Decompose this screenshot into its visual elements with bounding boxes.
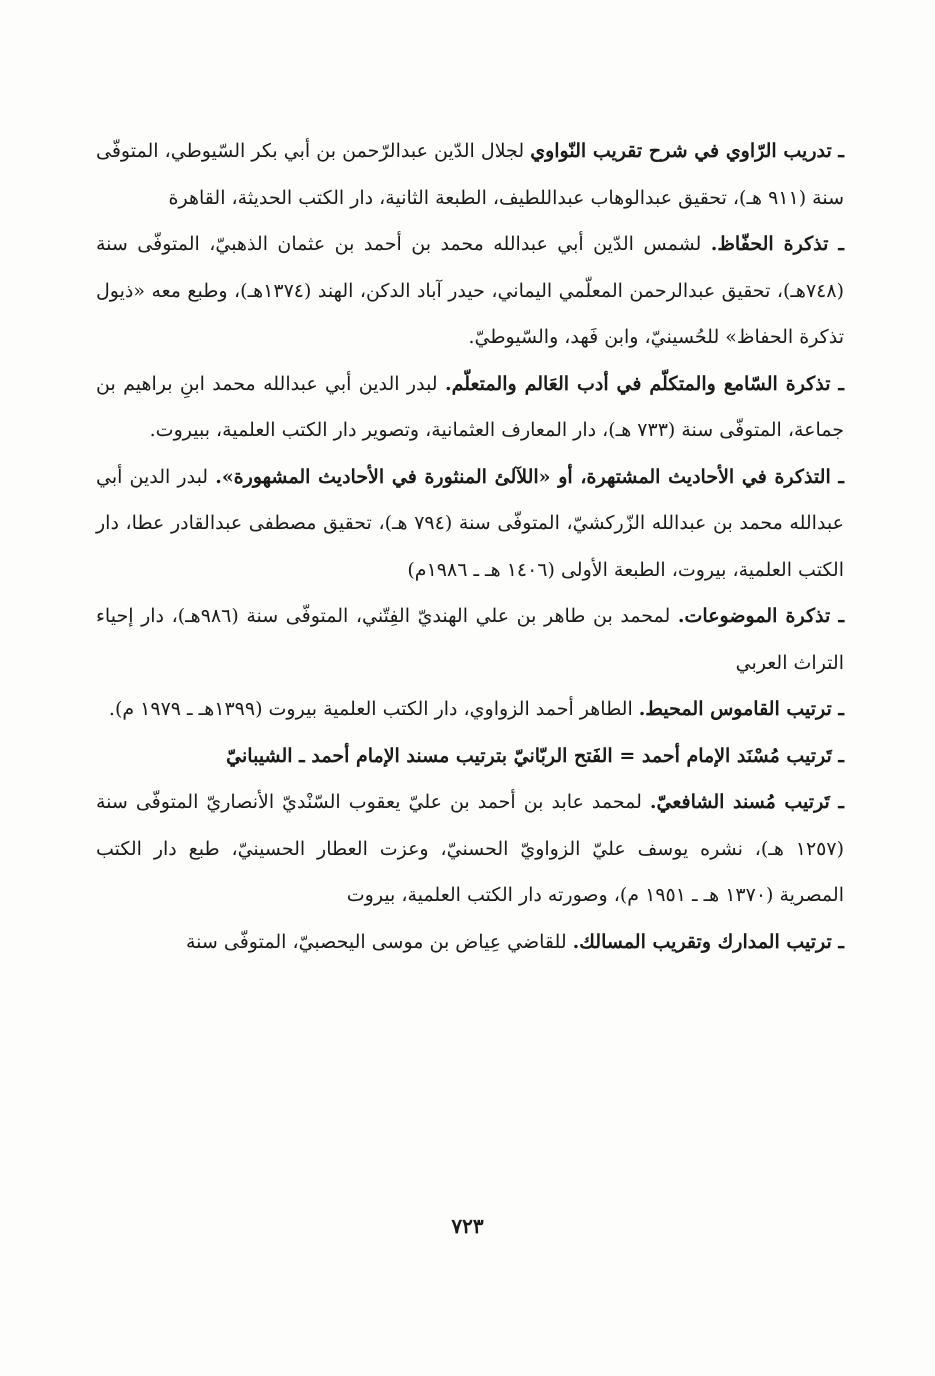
entry-title: ـ تذكرة الموضوعات. xyxy=(677,605,845,627)
bibliography-entry xyxy=(96,779,844,919)
entry-body: الطاهر أحمد الزواوي، دار الكتب العلمية بيروت (١٣٩٩هـ ـ ١٩٧٩ م). xyxy=(108,698,633,720)
bibliography-entry xyxy=(96,221,844,361)
entry-body: لمحمد عابد بن أحمد بن عليّ يعقوب السّنْديّ الأنصاريّ المتوفّى سنة (١٢٥٧ هـ)، نشره يوسف عليّ الزواويّ الحسنيّ، وعزت العطار الحسينيّ، طبع دار الكتب المصرية (١٣٧٠ هـ ـ ١٩٥١ م)، وصورته دار الكتب العلمية، بيروت xyxy=(96,791,844,906)
bibliography-entry xyxy=(96,361,844,454)
entry-body: لشمس الدّين أبي عبدالله محمد بن أحمد بن عثمان الذهبيّ، المتوفّى سنة (٧٤٨هـ)، تحقيق عبدالرحمن المعلّمي اليماني، حيدر آباد الدكن، الهند (١٣٧٤هـ)، وطبع معه «ذيول تذكرة الحفاظ» للحُسينيّ، وابن فَهد، والسّيوطيّ. xyxy=(96,233,844,348)
entry-body: لبدر الدين أبي عبدالله محمد بن عبدالله الزّركشيّ، المتوفّى سنة (٧٩٤ هـ)، تحقيق مصطفى عبدالقادر عطا، دار الكتب العلمية، بيروت، الطبعة الأولى (١٤٠٦ هـ ـ ١٩٨٦م) xyxy=(96,465,844,581)
bibliography-entry xyxy=(96,128,844,221)
entry-title: ـ ترتيب القاموس المحيط. xyxy=(638,698,844,720)
entry-title: ـ تَرتيب مُسْنَد الإمام أحمد = الفَتح الربّانيّ بترتيب مسند الإمام أحمد ـ الشيبانيّ xyxy=(226,744,844,767)
entry-body: لبدر الدين أبي عبدالله محمد ابنِ براهيم بن جماعة، المتوفّى سنة (٧٣٣ هـ)، دار المعارف العثمانية، وتصوير دار الكتب العلمية، ببيروت. xyxy=(96,372,844,441)
page-number: ٧٢٣ xyxy=(451,1214,484,1238)
entry-body: لجلال الدّين عبدالرّحمن بن أبي بكر السّيوطي، المتوفّى سنة (٩١١ هـ)، تحقيق عبدالوهاب عبداللطيف، الطبعة الثانية، دار الكتب الحديثة، القاهرة xyxy=(96,140,844,209)
entry-title: ـ تذكرة الحفّاظ. xyxy=(710,233,844,255)
entry-title: ـ تدريب الرّاوي في شرح تقريب النّواوي xyxy=(530,140,844,162)
bibliography-entry xyxy=(96,733,844,780)
entry-title: ـ تَرتيب مُسند الشافعيّ. xyxy=(649,791,845,813)
entry-title: ـ ترتيب المدارك وتقريب المسالك. xyxy=(572,930,844,953)
entry-body: لمحمد بن طاهر بن علي الهنديّ الفِتّني، المتوفّى سنة (٩٨٦هـ)، دار إحياء التراث العربي xyxy=(96,605,844,674)
bibliography-entry xyxy=(96,686,844,733)
entry-title: ـ التذكرة في الأحاديث المشتهرة، أو «اللآلئ المنثورة في الأحاديث المشهورة». xyxy=(215,465,844,488)
bibliography-entry xyxy=(96,454,844,594)
entry-body: للقاضي عِياض بن موسى اليحصبيّ، المتوفّى سنة xyxy=(186,930,567,953)
bibliography-list xyxy=(96,128,844,965)
entry-title: ـ تذكرة السّامع والمتكلّم في أدب العَالم والمتعلّم. xyxy=(444,372,844,395)
bibliography-entry xyxy=(96,919,844,966)
bibliography-entry xyxy=(96,593,844,686)
